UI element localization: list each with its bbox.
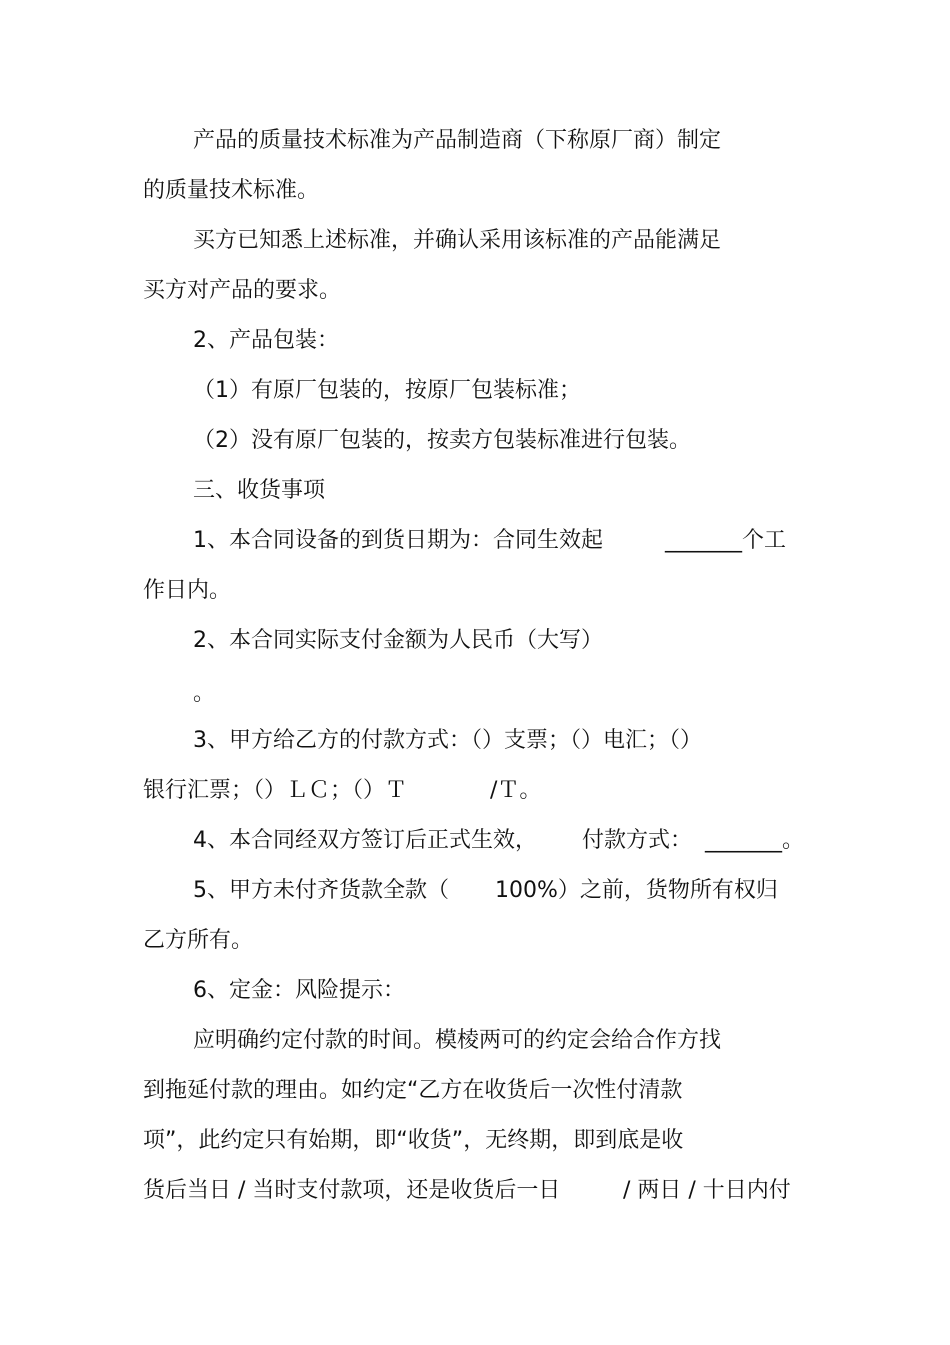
text-line: 到拖延付款的理由。如约定“乙方在收货后一次性付清款 xyxy=(143,1078,683,1103)
text-line: （2）没有原厂包装的，按卖方包装标准进行包装。 xyxy=(193,428,691,453)
text-line: 作日内。 xyxy=(143,578,232,603)
text-line: 应明确约定付款的时间。模棱两可的约定会给合作方找 xyxy=(193,1028,722,1053)
text-line: 付款方式： xyxy=(582,828,693,853)
blank-field: _______个工 xyxy=(665,528,787,553)
text-line: 产品的质量技术标准为产品制造商（下称原厂商）制定 xyxy=(193,128,722,153)
text-line: 乙方所有。 xyxy=(143,928,254,953)
text-line: / 两日 / 十日内付 xyxy=(623,1178,791,1203)
text-line: 2、本合同实际支付金额为人民币（大写） xyxy=(193,628,603,653)
text-line: 货后当日 / 当时支付款项，还是收货后一日 xyxy=(143,1178,561,1203)
text-line: 。 xyxy=(193,681,216,706)
text-line: 买方对产品的要求。 xyxy=(143,278,342,303)
text-line: 银行汇票；（）ＬＣ；（）Ｔ xyxy=(143,778,408,803)
text-line: 买方已知悉上述标准，并确认采用该标准的产品能满足 xyxy=(193,228,722,253)
text-line: 100%）之前，货物所有权归 xyxy=(495,878,778,903)
text-line: 3、甲方给乙方的付款方式：（）支票；（）电汇；（） xyxy=(193,728,702,753)
text-line: /Ｔ。 xyxy=(490,778,542,803)
section-heading: 2、产品包装： xyxy=(193,328,339,353)
blank-field: _______。 xyxy=(705,828,805,853)
text-line: 5、甲方未付齐货款全款（ xyxy=(193,878,449,903)
text-line: 项”，此约定只有始期，即“收货”，无终期，即到底是收 xyxy=(143,1128,684,1153)
section-heading: 三、收货事项 xyxy=(193,478,326,503)
text-line: 4、本合同经双方签订后正式生效， xyxy=(193,828,537,853)
text-line: 的质量技术标准。 xyxy=(143,178,320,203)
text-line: 1、本合同设备的到货日期为：合同生效起 xyxy=(193,528,603,553)
section-heading: 6、定金：风险提示： xyxy=(193,978,405,1003)
text-line: （1）有原厂包装的，按原厂包装标准； xyxy=(193,378,581,403)
